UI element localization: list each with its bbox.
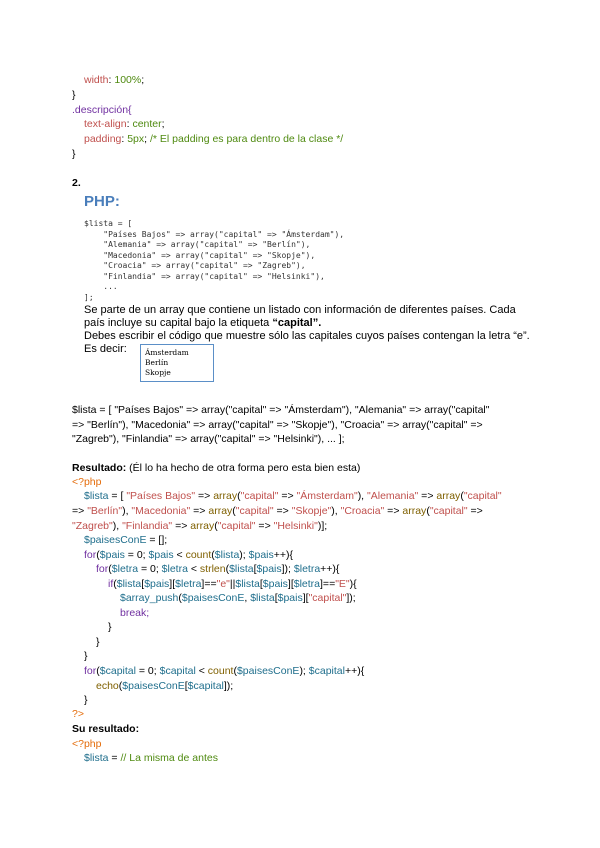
css-close-brace-2: } <box>72 148 76 160</box>
code-line-6: for($letra = 0; $letra < strlen($lista[$pais]); $letra++){ <box>96 563 340 575</box>
code-line-15: } <box>84 694 88 706</box>
css-width-line: width: 100%; <box>84 74 145 86</box>
code-image-line: $lista = [ <box>84 219 133 228</box>
code-image-line: "Finlandia" => array("capital" => "Helsinki"), <box>84 271 325 281</box>
code-image-line: "Países Bajos" => array("capital" => "Ámsterdam"), <box>84 229 345 239</box>
code-line-12: } <box>84 650 88 662</box>
code-line-10: } <box>108 621 112 633</box>
code-image-line: ... <box>84 282 118 291</box>
code-image-line: ]; <box>84 292 94 302</box>
code-line-1: $lista = [ "Países Bajos" => array("capital" => "Ámsterdam"), "Alemania" => array("capital" <box>84 490 502 502</box>
su-lista-line: $lista = // La misma de antes <box>84 752 218 764</box>
code-line-2: => "Berlín"), "Macedonia" => array("capital" => "Skopje"), "Croacia" => array("capital" => <box>72 505 483 517</box>
result-item: Ámsterdam <box>145 348 189 357</box>
php-close-tag: ?> <box>72 708 84 720</box>
desc-line-3: Debes escribir el código que muestre sólo las capitales cuyos países contengan la letra “e”. <box>84 330 530 342</box>
result-item: Skopje <box>145 368 171 377</box>
desc-line-2: país incluye su capital bajo la etiqueta “capital”. <box>84 317 322 329</box>
code-line-3: "Zagreb"), "Finlandia" => array("capital" => "Helsinki")]; <box>72 520 328 532</box>
lista-plain-2: => "Berlín"), "Macedonia" => array("capital" => "Skopje"), "Croacia" => array("capital" => <box>72 419 483 431</box>
code-line-5: for($pais = 0; $pais < count($lista); $pais++){ <box>84 549 294 561</box>
su-php-open-tag: <?php <box>72 738 102 750</box>
css-text-align-line: text-align: center; <box>84 118 165 130</box>
code-line-8: $array_push($paisesConE, $lista[$pais]["capital"]); <box>120 592 356 604</box>
code-line-4: $paisesConE = []; <box>84 534 168 546</box>
css-selector: .descripción{ <box>72 104 132 116</box>
code-image-line: "Alemania" => array("capital" => "Berlín"), <box>84 240 311 249</box>
section-number: 2. <box>72 177 81 189</box>
php-open-tag: <?php <box>72 476 102 488</box>
css-close-brace: } <box>72 89 76 101</box>
code-image-line: "Macedonia" => array("capital" => "Skopje"), <box>84 250 316 260</box>
desc-line-1: Se parte de un array que contiene un listado con información de diferentes países. Cada <box>84 304 516 316</box>
code-line-14: echo($paisesConE[$capital]); <box>96 680 234 692</box>
code-image-line: "Croacia" => array("capital" => "Zagreb"), <box>84 261 306 270</box>
expected-result-box <box>140 344 214 382</box>
resultado-heading: Resultado: (Él lo ha hecho de otra forma pero esta bien esta) <box>72 462 361 474</box>
lista-plain-1: $lista = [ "Países Bajos" => array("capital" => "Ámsterdam"), "Alemania" => array("capital" <box>72 404 490 416</box>
css-padding-line: padding: 5px; /* El padding es para dentro de la clase */ <box>84 133 344 145</box>
su-resultado-heading: Su resultado: <box>72 723 140 735</box>
code-line-13: for($capital = 0; $capital < count($paisesConE); $capital++){ <box>84 665 365 677</box>
code-line-7: if($lista[$pais][$letra]=="e"||$lista[$pais][$letra]=="E"){ <box>108 578 357 590</box>
code-line-9: break; <box>120 607 150 619</box>
result-item: Berlín <box>145 358 169 367</box>
php-heading: PHP: <box>84 193 120 210</box>
code-image <box>84 219 344 303</box>
desc-line-4: Es decir: <box>84 343 127 355</box>
code-line-11: } <box>96 636 100 648</box>
lista-plain-3: "Zagreb"), "Finlandia" => array("capital" => "Helsinki"), ... ]; <box>72 433 345 445</box>
